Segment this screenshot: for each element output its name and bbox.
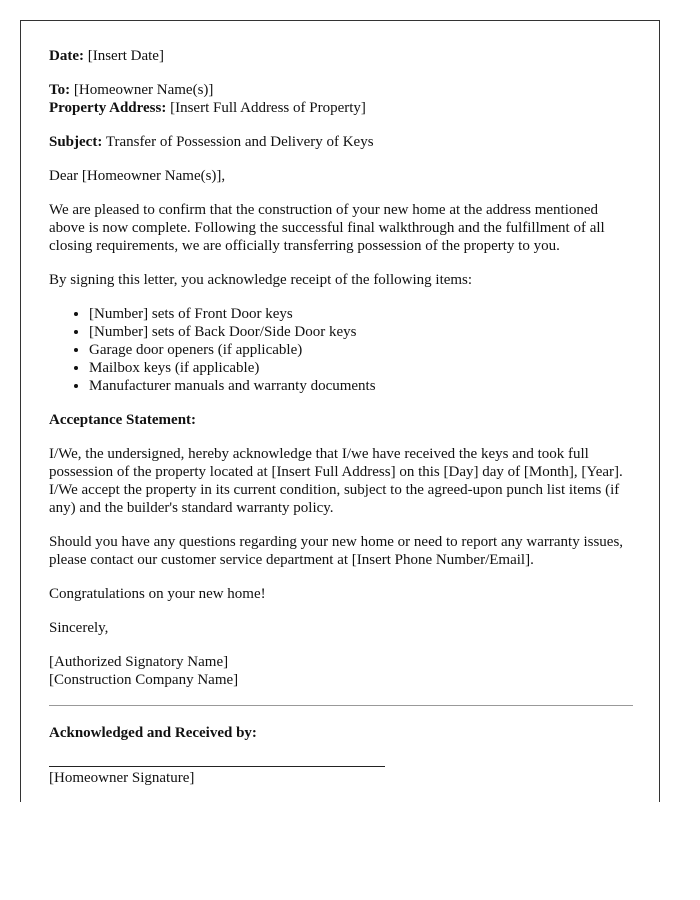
- address-label: Property Address:: [49, 100, 167, 116]
- subject-line: [49, 133, 633, 151]
- list-item: • [Number] sets of Front Door keys: [89, 305, 633, 323]
- list-item: • Mailbox keys (if applicable): [89, 359, 633, 377]
- letter-page: [20, 20, 660, 802]
- to-line: [49, 81, 633, 99]
- address-value: [Insert Full Address of Property]: [170, 100, 366, 116]
- signature-line: [49, 766, 385, 767]
- date-label: Date:: [49, 48, 84, 64]
- list-item: • [Number] sets of Back Door/Side Door keys: [89, 323, 633, 341]
- to-label: To:: [49, 82, 71, 98]
- subject-label: Subject:: [49, 134, 103, 150]
- recipient-block: [49, 81, 633, 117]
- signatory-block: [49, 653, 633, 689]
- date-value: [Insert Date]: [87, 48, 164, 64]
- date-line: [49, 47, 633, 65]
- address-line: [49, 99, 633, 117]
- signatory-name: [Authorized Signatory Name]: [49, 654, 229, 670]
- list-item: • Garage door openers (if applicable): [89, 341, 633, 359]
- congratulations-line: Congratulations on your new home!: [49, 586, 266, 602]
- confirmation-paragraph: We are pleased to confirm that the construction of your new home at the address mentioned above is now complete. Following the successful final walkthrough and the fulfillment of all closing requirements, we are officially transferring possession of the property to you.: [49, 202, 605, 254]
- divider: [49, 705, 633, 706]
- subject-value: Transfer of Possession and Delivery of Keys: [105, 134, 374, 150]
- closing-line: Sincerely,: [49, 620, 109, 636]
- list-item: • Manufacturer manuals and warranty documents: [89, 377, 633, 395]
- acceptance-paragraph: I/We, the undersigned, hereby acknowledge that I/we have received the keys and took full possession of the property located at [Insert Full Address] on this [Day] day of [Month], [Year]. I/We accept the property in its current condition, subject to the agreed-upon punch list items (if any) and the builder's standard warranty policy.: [49, 446, 623, 516]
- acknowledgement-heading: Acknowledged and Received by:: [49, 725, 257, 741]
- to-value: [Homeowner Name(s)]: [73, 82, 214, 98]
- acceptance-heading: Acceptance Statement:: [49, 412, 197, 428]
- contact-paragraph: Should you have any questions regarding your new home or need to report any warranty issues, please contact our customer service department at [Insert Phone Number/Email].: [49, 534, 624, 568]
- receipt-intro: By signing this letter, you acknowledge receipt of the following items:: [49, 272, 473, 288]
- homeowner-signature-caption: [Homeowner Signature]: [49, 770, 195, 786]
- salutation: Dear [Homeowner Name(s)],: [49, 168, 226, 184]
- letter-body: [49, 47, 633, 787]
- items-list: [49, 305, 633, 395]
- company-name: [Construction Company Name]: [49, 672, 239, 688]
